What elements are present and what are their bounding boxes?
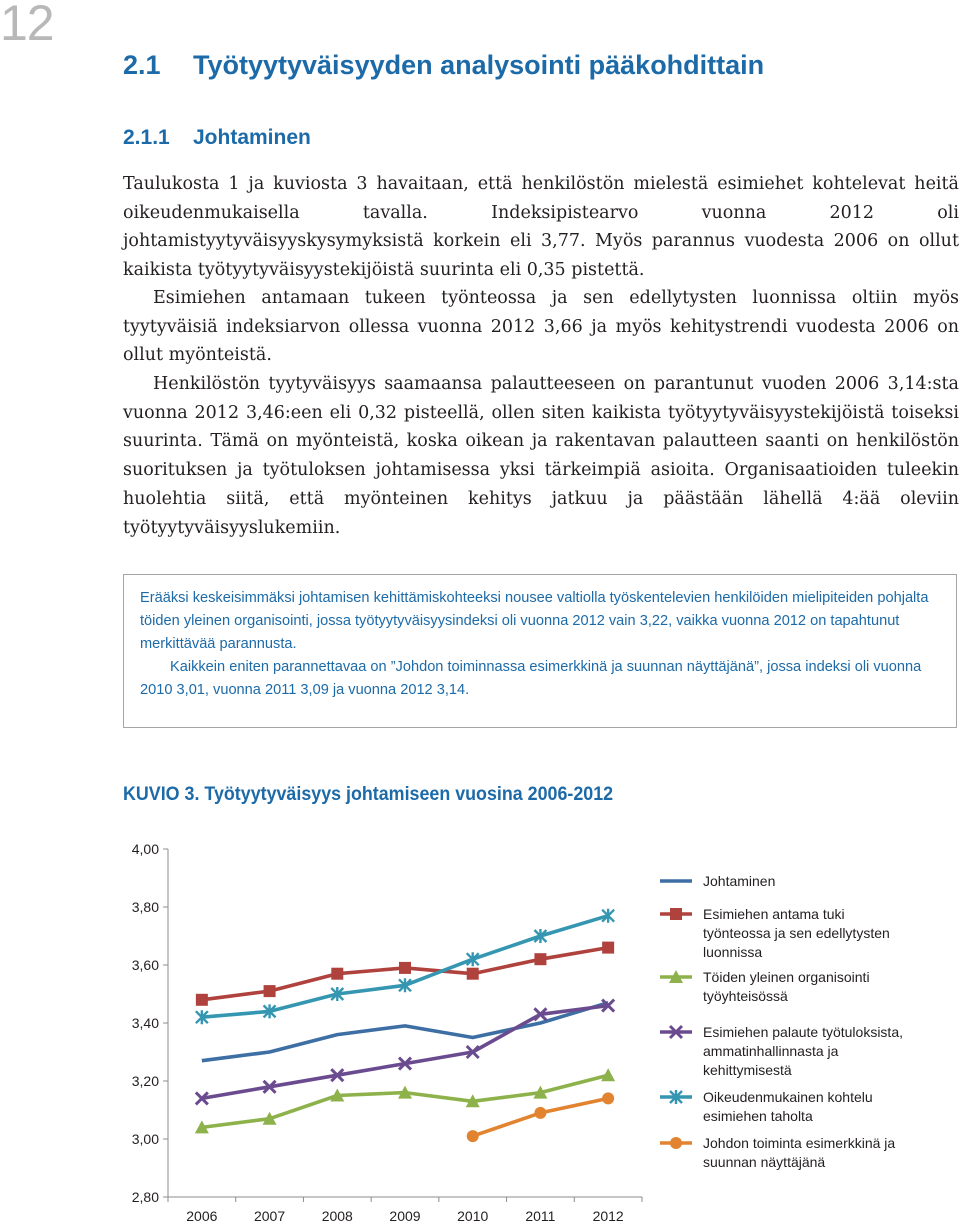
- legend-label: Johtaminen: [703, 873, 776, 889]
- square-marker: [467, 968, 479, 980]
- circle-marker: [670, 1137, 682, 1149]
- legend-label: työyhteisössä: [703, 988, 788, 1004]
- square-marker: [331, 968, 343, 980]
- legend-label: Oikeudenmukainen kohtelu: [703, 1089, 873, 1105]
- page-number: 12: [0, 0, 54, 51]
- square-marker: [399, 962, 411, 974]
- legend-label: ammatinhallinnasta ja: [703, 1043, 839, 1059]
- line-chart: [0, 830, 960, 1226]
- section-number: 2.1: [123, 50, 161, 80]
- square-marker: [602, 942, 614, 954]
- x-tick-label: 2010: [457, 1208, 489, 1224]
- body-paragraph: Esimiehen antamaan tukeen työnteossa ja sen edellytysten luonnissa oltiin myös tyytyväisiä indeksiarvon ollessa vuonna 2012 3,66 ja myös kehitystrendi vuodesta 2006 on ollut myönteistä.: [123, 288, 959, 366]
- legend-label: Johdon toiminta esimerkkinä ja: [703, 1135, 896, 1151]
- x-tick-label: 2009: [389, 1208, 421, 1224]
- series-line: [202, 1075, 608, 1127]
- square-marker: [670, 908, 682, 920]
- chart-series: [195, 909, 615, 1142]
- x-tick-label: 2007: [253, 1208, 286, 1224]
- legend-label: Esimiehen antama tuki: [703, 906, 845, 922]
- x-tick-label: 2008: [321, 1208, 353, 1224]
- subsection-heading: [123, 126, 311, 150]
- series-3: [195, 1068, 615, 1133]
- square-marker: [264, 985, 276, 997]
- y-tick-label: 2,80: [131, 1189, 159, 1205]
- legend-item: [660, 906, 890, 960]
- legend-label: kehittymisestä: [703, 1062, 792, 1078]
- legend-item: [660, 1135, 895, 1170]
- figure-caption: KUVIO 3. Työtyytyväisyys johtamiseen vuosina 2006-2012: [123, 784, 614, 805]
- subsection-number: 2.1.1: [123, 126, 170, 149]
- legend-label: suunnan näyttäjänä: [703, 1154, 826, 1170]
- body-paragraph: Henkilöstön tyytyväisyys saamaansa palautteeseen on parantunut vuoden 2006 3,14:sta vuonna 2012 3,46:een eli 0,32 pisteellä, ollen siten kaikista työtyytyväisyystekijöistä toiseksi suurinta. Tämä on myönteistä, koska oikean ja rakentavan palautteen saanti on henkilöstön suorituksen ja työtuloksen johtamisessa yksi tärkeimpiä asioita. Organisaatioiden tuleekin huolehtia siitä, että myönteinen kehitys jatkuu ja päästään lähellä 4:ää oleviin työtyytyväisyyslukemiin.: [123, 374, 959, 538]
- chart-legend: [660, 873, 903, 1170]
- series-2: [196, 942, 614, 1006]
- legend-item: [660, 1024, 903, 1078]
- circle-marker: [602, 1092, 614, 1104]
- legend-label: luonnissa: [703, 944, 763, 960]
- x-tick-label: 2006: [186, 1208, 218, 1224]
- square-marker: [196, 994, 208, 1006]
- x-tick-label: 2011: [525, 1208, 556, 1224]
- y-tick-label: 3,40: [131, 1015, 159, 1031]
- legend-item: [660, 873, 775, 889]
- y-tick-label: 3,20: [131, 1073, 159, 1089]
- callout-paragraph: Kaikkein eniten parannettavaa on ”Johdon toiminnassa esimerkkinä ja suunnan näyttäjänä”, jossa indeksi oli vuonna 2010 3,01, vuonna 2011 3,09 ja vuonna 2012 3,14.: [140, 659, 922, 698]
- square-marker: [534, 953, 546, 965]
- callout-paragraph: Erääksi keskeisimmäksi johtamisen kehittämiskohteeksi nousee valtiolla työskentelevien henkilöiden mielipiteiden pohjalta töiden yleinen organisointi, jossa työtyytyväisyysindeksi oli vuonna 2012 vain 3,22, vaikka vuonna 2012 on tapahtunut merkittävää parannusta.: [140, 590, 929, 652]
- legend-item: [660, 1089, 873, 1124]
- legend-label: Esimiehen palaute työtuloksista,: [703, 1024, 903, 1040]
- y-tick-label: 4,00: [131, 841, 159, 857]
- y-tick-label: 3,80: [131, 899, 159, 915]
- circle-marker: [467, 1130, 479, 1142]
- legend-label: työnteossa ja sen edellytysten: [703, 925, 890, 941]
- legend-label: Töiden yleinen organisointi: [703, 969, 870, 985]
- y-tick-label: 3,00: [131, 1131, 159, 1147]
- subsection-title: Johtaminen: [193, 126, 311, 149]
- section-title: Työtyytyväisyyden analysointi pääkohdittain: [193, 50, 765, 80]
- body-paragraph: Taulukosta 1 ja kuviosta 3 havaitaan, että henkilöstön mielestä esimiehet kohtelevat heitä oikeudenmukaisella tavalla. Indeksipistearvo vuonna 2012 oli johtamistyytyväisyyskysymyksistä korkein eli 3,77. Myös parannus vuodesta 2006 on ollut kaikista työtyytyväisyystekijöistä suurinta eli 0,35 pistettä.: [123, 174, 959, 281]
- legend-label: esimiehen taholta: [703, 1108, 813, 1124]
- section-heading: [123, 50, 764, 81]
- x-tick-label: 2012: [592, 1208, 624, 1224]
- legend-item: [660, 969, 870, 1004]
- chart-axes: [132, 841, 642, 1224]
- y-tick-label: 3,60: [131, 957, 159, 973]
- circle-marker: [534, 1107, 546, 1119]
